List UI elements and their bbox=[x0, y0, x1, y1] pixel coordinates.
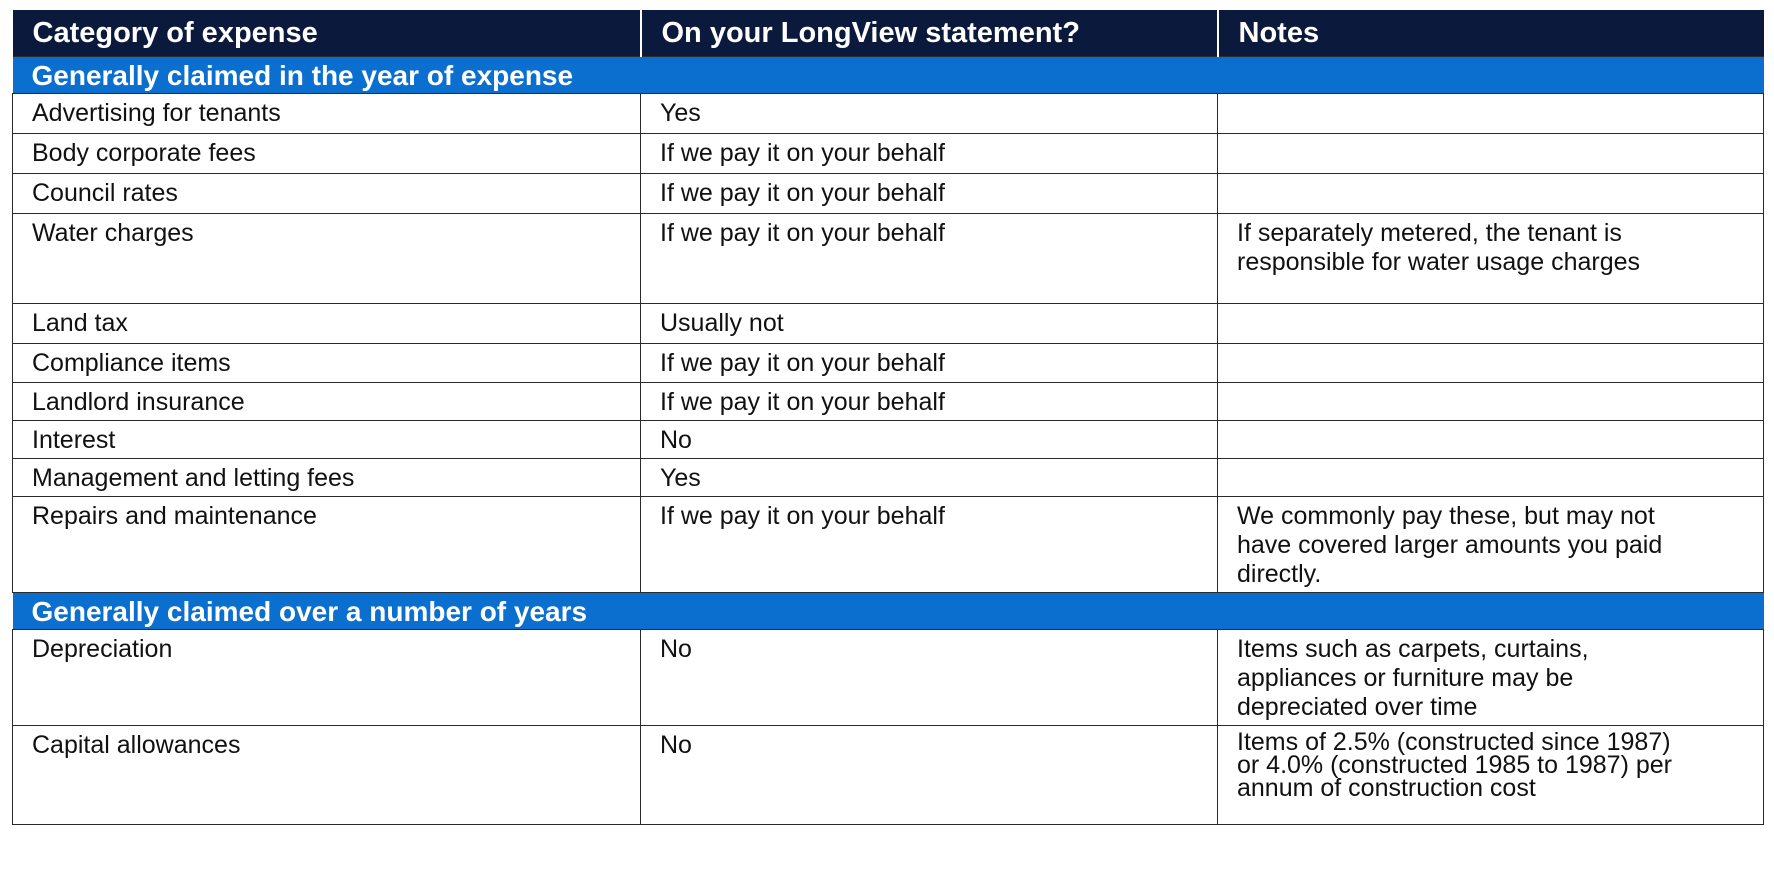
notes-cell: Items such as carpets, curtains, appliances or furniture may be depreciated over time bbox=[1218, 630, 1764, 726]
statement-cell: Yes bbox=[641, 94, 1218, 134]
table-row bbox=[13, 726, 1764, 825]
notes-cell bbox=[1218, 459, 1764, 497]
notes-cell bbox=[1218, 134, 1764, 174]
statement-cell: No bbox=[641, 630, 1218, 726]
notes-cell bbox=[1218, 421, 1764, 459]
section-row-year-of-expense bbox=[13, 57, 1764, 94]
statement-cell: Usually not bbox=[641, 304, 1218, 344]
statement-cell: If we pay it on your behalf bbox=[641, 214, 1218, 304]
category-cell: Depreciation bbox=[13, 630, 641, 726]
table-row bbox=[13, 421, 1764, 459]
statement-cell: If we pay it on your behalf bbox=[641, 344, 1218, 383]
notes-cell: Items of 2.5% (constructed since 1987) or 4.0% (constructed 1985 to 1987) per annum of construction cost bbox=[1218, 726, 1764, 825]
statement-cell: No bbox=[641, 421, 1218, 459]
statement-cell: If we pay it on your behalf bbox=[641, 134, 1218, 174]
table-row bbox=[13, 344, 1764, 383]
statement-cell: If we pay it on your behalf bbox=[641, 497, 1218, 593]
table-row bbox=[13, 497, 1764, 593]
category-cell: Compliance items bbox=[13, 344, 641, 383]
section-title: Generally claimed in the year of expense bbox=[13, 57, 1764, 94]
notes-cell bbox=[1218, 174, 1764, 214]
notes-cell bbox=[1218, 304, 1764, 344]
category-cell: Capital allowances bbox=[13, 726, 641, 825]
notes-cell: If separately metered, the tenant is responsible for water usage charges bbox=[1218, 214, 1764, 304]
statement-cell: No bbox=[641, 726, 1218, 825]
notes-cell: We commonly pay these, but may not have covered larger amounts you paid directly. bbox=[1218, 497, 1764, 593]
category-cell: Council rates bbox=[13, 174, 641, 214]
category-cell: Body corporate fees bbox=[13, 134, 641, 174]
expense-table bbox=[12, 10, 1764, 825]
table-row bbox=[13, 383, 1764, 421]
table-row bbox=[13, 304, 1764, 344]
category-cell: Interest bbox=[13, 421, 641, 459]
header-row bbox=[13, 10, 1764, 57]
column-header-category: Category of expense bbox=[13, 10, 641, 57]
category-cell: Water charges bbox=[13, 214, 641, 304]
category-cell: Landlord insurance bbox=[13, 383, 641, 421]
statement-cell: If we pay it on your behalf bbox=[641, 174, 1218, 214]
column-header-statement: On your LongView statement? bbox=[641, 10, 1218, 57]
statement-cell: Yes bbox=[641, 459, 1218, 497]
category-cell: Advertising for tenants bbox=[13, 94, 641, 134]
table-row bbox=[13, 630, 1764, 726]
category-cell: Management and letting fees bbox=[13, 459, 641, 497]
statement-cell: If we pay it on your behalf bbox=[641, 383, 1218, 421]
table-row bbox=[13, 214, 1764, 304]
table-row bbox=[13, 459, 1764, 497]
notes-cell bbox=[1218, 344, 1764, 383]
table-row bbox=[13, 134, 1764, 174]
table-row bbox=[13, 174, 1764, 214]
section-row-number-of-years bbox=[13, 593, 1764, 630]
table-row bbox=[13, 94, 1764, 134]
notes-cell bbox=[1218, 383, 1764, 421]
category-cell: Land tax bbox=[13, 304, 641, 344]
section-title: Generally claimed over a number of years bbox=[13, 593, 1764, 630]
category-cell: Repairs and maintenance bbox=[13, 497, 641, 593]
column-header-notes: Notes bbox=[1218, 10, 1764, 57]
notes-cell bbox=[1218, 94, 1764, 134]
